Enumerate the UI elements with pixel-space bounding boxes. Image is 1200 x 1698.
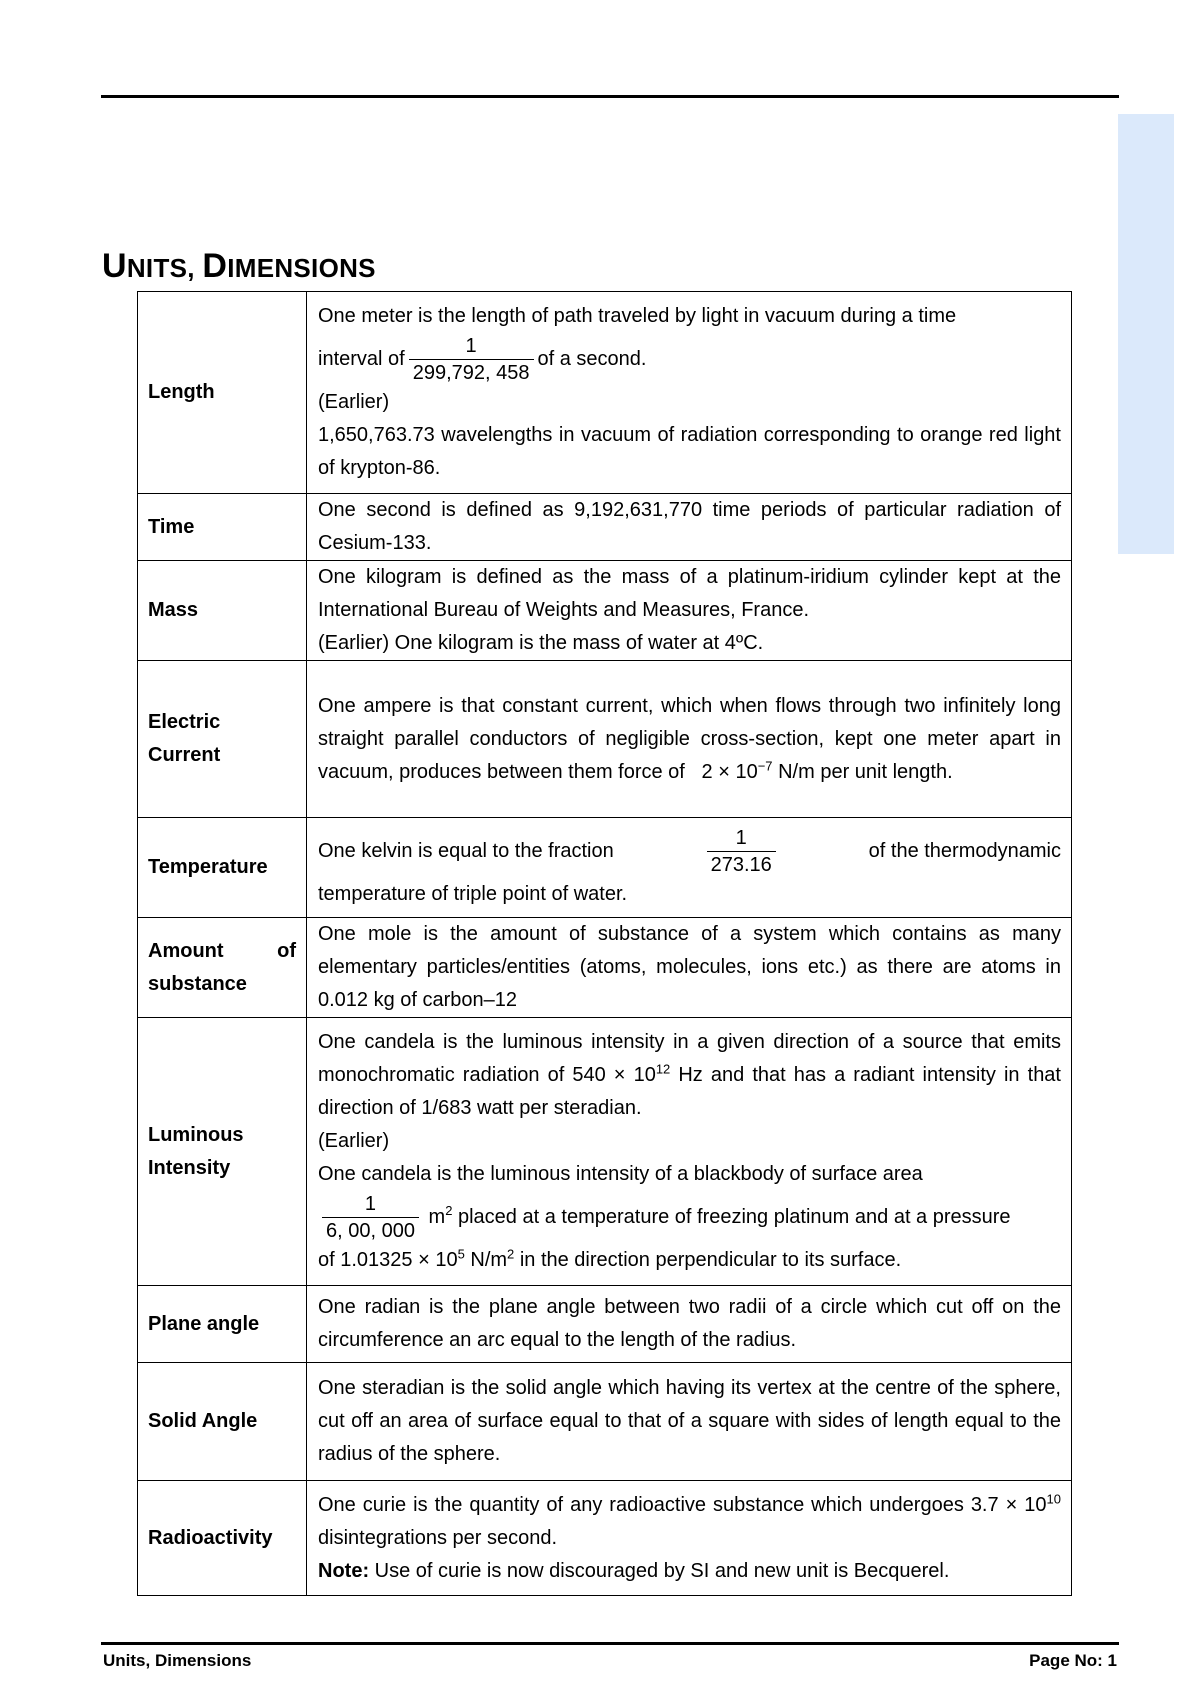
unit-definition: One meter is the length of path traveled by light in vacuum during a time interval of $\frac{1}{299,792, 458}$ of a second. (Earlier) 1,650,763.73 wavelengths in vacuum of radiation corresponding to orange red light of krypton-86.	[307, 292, 1072, 494]
unit-definition: One ampere is that constant current, which when flows through two infinitely long straight parallel conductors of negligible cross-section, kept one meter apart in vacuum, produces between them force of $2 \times 10^{-7}$ N/m per unit length.	[307, 661, 1072, 818]
table-row-time	[138, 494, 1072, 561]
page-number: Page No: 1	[1029, 1651, 1117, 1670]
table-row-radioactivity	[138, 1481, 1072, 1596]
fraction: $\frac{1}{273.16}$	[707, 825, 776, 878]
unit-name: Electric Current	[138, 661, 307, 818]
table-row-solid-angle	[138, 1363, 1072, 1481]
footer-title: Units, Dimensions	[103, 1651, 252, 1670]
units-table	[137, 291, 1072, 1596]
unit-name: Mass	[138, 561, 307, 661]
unit-definition: One kelvin is equal to the fraction $\frac{1}{273.16}$ of the thermodynamic temperature of triple point of water.	[307, 818, 1072, 918]
unit-name: Temperature	[138, 818, 307, 918]
unit-definition: One curie is the quantity of any radioactive substance which undergoes $3.7 \times 10^{10}$ disintegrations per second. Note: Use of curie is now discouraged by SI and new unit is Becquerel.	[307, 1481, 1072, 1596]
unit-name: Time	[138, 494, 307, 561]
unit-definition: One candela is the luminous intensity in a given direction of a source that emits monochromatic radiation of $540 \times 10^{12}$ Hz and that has a radiant intensity in that direction of 1/683 watt per steradian. (Earlier) One candela is the luminous intensity of a blackbody of surface area $\frac{1}{6, 00, 000}$ $m^2$ placed at a temperature of freezing platinum and at a pressure of $1.01325 \times 10^5$ $N/m^2$ in the direction perpendicular to its surface.	[307, 1018, 1072, 1286]
unit-name: Plane angle	[138, 1286, 307, 1363]
unit-name: Radioactivity	[138, 1481, 307, 1596]
table-row-luminous-intensity	[138, 1018, 1072, 1286]
unit-name: Amount of substance	[138, 918, 307, 1018]
unit-definition: One second is defined as 9,192,631,770 time periods of particular radiation of Cesium-133.	[307, 494, 1072, 561]
table-row-temperature	[138, 818, 1072, 918]
side-tab	[1118, 114, 1174, 554]
header-rule	[101, 95, 1119, 98]
fraction: $\frac{1}{299,792, 458}$	[409, 333, 534, 386]
unit-definition: One radian is the plane angle between two radii of a circle which cut off on the circumference an arc equal to the length of the radius.	[307, 1286, 1072, 1363]
unit-name: Length	[138, 292, 307, 494]
unit-definition: One kilogram is defined as the mass of a platinum-iridium cylinder kept at the International Bureau of Weights and Measures, France. (Earlier) One kilogram is the mass of water at 4ºC.	[307, 561, 1072, 661]
unit-name: Luminous Intensity	[138, 1018, 307, 1286]
table-row-electric-current	[138, 661, 1072, 818]
table-row-length	[138, 292, 1072, 494]
table-row-plane-angle	[138, 1286, 1072, 1363]
page-title: UNITS, DIMENSIONS	[102, 247, 376, 285]
table-row-mass	[138, 561, 1072, 661]
fraction: $\frac{1}{6, 00, 000}$	[322, 1191, 419, 1244]
unit-name: Solid Angle	[138, 1363, 307, 1481]
unit-definition: One steradian is the solid angle which having its vertex at the centre of the sphere, cut off an area of surface equal to that of a square with sides of length equal to the radius of the sphere.	[307, 1363, 1072, 1481]
table-row-amount-of-substance	[138, 918, 1072, 1018]
footer-rule	[101, 1642, 1119, 1645]
unit-definition: One mole is the amount of substance of a system which contains as many elementary particles/entities (atoms, molecules, ions etc.) as there are atoms in 0.012 kg of carbon–12	[307, 918, 1072, 1018]
